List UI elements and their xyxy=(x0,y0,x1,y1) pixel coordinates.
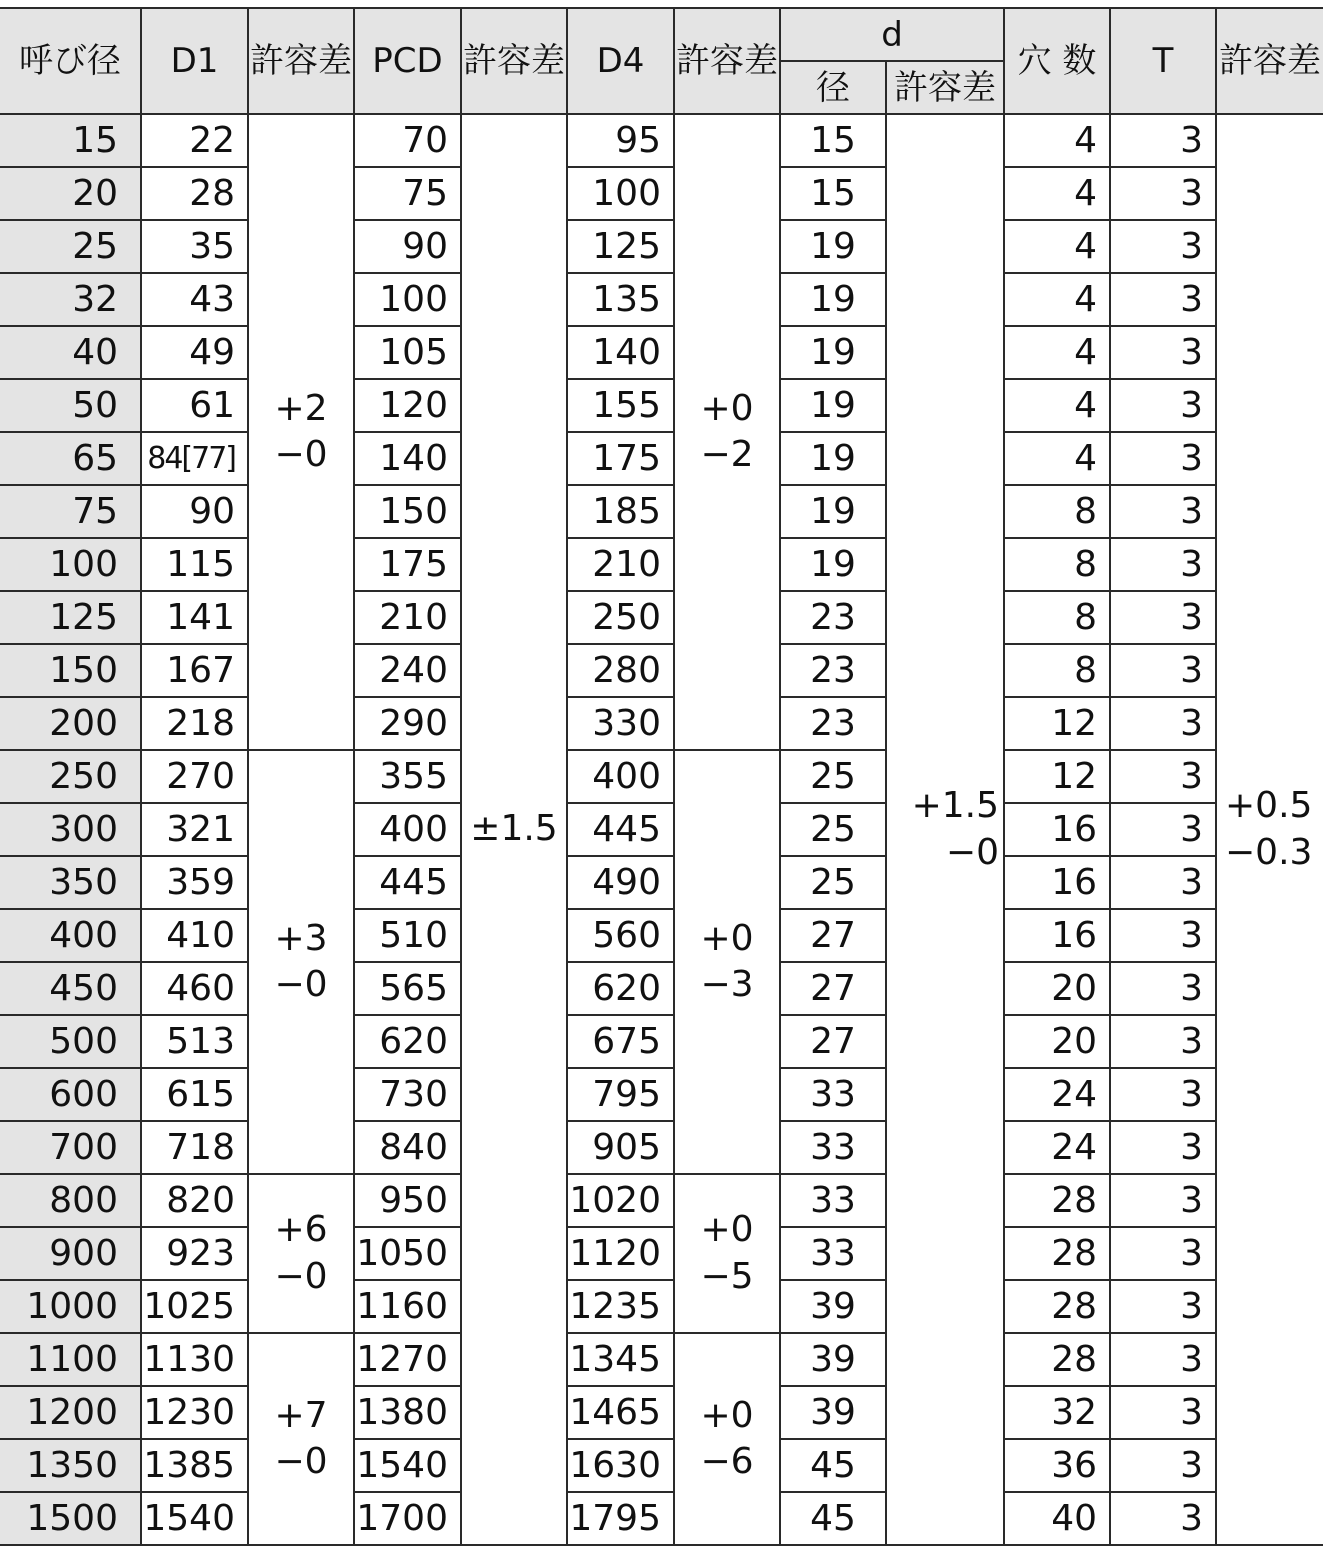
table-body xyxy=(0,114,1323,1545)
table-row xyxy=(0,432,1323,485)
cell-holes: 32 xyxy=(1004,1386,1110,1439)
cell-pcd: 75 xyxy=(354,167,461,220)
table-row xyxy=(0,538,1323,591)
cell-d-diameter: 19 xyxy=(780,432,886,485)
cell-d1-tolerance: +6 −0 xyxy=(248,1174,354,1333)
cell-t: 3 xyxy=(1110,326,1216,379)
cell-d1: 35 xyxy=(141,220,248,273)
cell-nominal: 1100 xyxy=(0,1333,141,1386)
cell-d1: 90 xyxy=(141,485,248,538)
cell-nominal: 450 xyxy=(0,962,141,1015)
table-row xyxy=(0,1227,1323,1280)
cell-t: 3 xyxy=(1110,1015,1216,1068)
cell-d1: 218 xyxy=(141,697,248,750)
cell-d1: 115 xyxy=(141,538,248,591)
table-row xyxy=(0,750,1323,803)
cell-d1-tolerance: +2 −0 xyxy=(248,114,354,750)
cell-d4: 95 xyxy=(567,114,674,167)
cell-d4: 125 xyxy=(567,220,674,273)
cell-pcd: 1160 xyxy=(354,1280,461,1333)
cell-t: 3 xyxy=(1110,379,1216,432)
cell-nominal: 1200 xyxy=(0,1386,141,1439)
header-d-group: d xyxy=(780,8,1004,61)
cell-d4: 280 xyxy=(567,644,674,697)
table-row xyxy=(0,1492,1323,1545)
cell-d1: 1130 xyxy=(141,1333,248,1386)
cell-d-tolerance: +1.5 −0 xyxy=(886,114,1004,1545)
cell-pcd: 730 xyxy=(354,1068,461,1121)
cell-d1-tolerance: +3 −0 xyxy=(248,750,354,1174)
cell-d-diameter: 19 xyxy=(780,538,886,591)
cell-holes: 24 xyxy=(1004,1121,1110,1174)
cell-nominal: 250 xyxy=(0,750,141,803)
header-d4-tolerance: 許容差 xyxy=(674,8,780,114)
cell-d1: 1540 xyxy=(141,1492,248,1545)
cell-d4: 1795 xyxy=(567,1492,674,1545)
cell-holes: 24 xyxy=(1004,1068,1110,1121)
cell-d1: 61 xyxy=(141,379,248,432)
cell-holes: 12 xyxy=(1004,750,1110,803)
cell-holes: 8 xyxy=(1004,644,1110,697)
cell-d4: 210 xyxy=(567,538,674,591)
cell-t: 3 xyxy=(1110,1386,1216,1439)
table-row xyxy=(0,1333,1323,1386)
cell-pcd: 120 xyxy=(354,379,461,432)
cell-holes: 4 xyxy=(1004,326,1110,379)
cell-d-diameter: 27 xyxy=(780,909,886,962)
cell-d-diameter: 33 xyxy=(780,1068,886,1121)
table-row xyxy=(0,273,1323,326)
cell-d-diameter: 27 xyxy=(780,1015,886,1068)
cell-pcd: 70 xyxy=(354,114,461,167)
cell-t: 3 xyxy=(1110,909,1216,962)
cell-nominal: 15 xyxy=(0,114,141,167)
cell-d1: 1230 xyxy=(141,1386,248,1439)
cell-nominal: 65 xyxy=(0,432,141,485)
header-holes: 穴 数 xyxy=(1004,8,1110,114)
cell-t: 3 xyxy=(1110,1068,1216,1121)
cell-pcd: 510 xyxy=(354,909,461,962)
cell-nominal: 1350 xyxy=(0,1439,141,1492)
cell-holes: 40 xyxy=(1004,1492,1110,1545)
cell-d4: 490 xyxy=(567,856,674,909)
cell-pcd: 1050 xyxy=(354,1227,461,1280)
cell-d4: 250 xyxy=(567,591,674,644)
cell-d1: 923 xyxy=(141,1227,248,1280)
cell-d4-tolerance: +0 −6 xyxy=(674,1333,780,1545)
table-row xyxy=(0,167,1323,220)
cell-t: 3 xyxy=(1110,1174,1216,1227)
cell-d1: 615 xyxy=(141,1068,248,1121)
cell-holes: 4 xyxy=(1004,432,1110,485)
cell-pcd: 950 xyxy=(354,1174,461,1227)
cell-pcd: 90 xyxy=(354,220,461,273)
cell-d1: 460 xyxy=(141,962,248,1015)
cell-d4: 100 xyxy=(567,167,674,220)
cell-t: 3 xyxy=(1110,114,1216,167)
cell-t: 3 xyxy=(1110,1333,1216,1386)
cell-nominal: 25 xyxy=(0,220,141,273)
cell-d-diameter: 27 xyxy=(780,962,886,1015)
cell-d-diameter: 39 xyxy=(780,1280,886,1333)
cell-d-diameter: 23 xyxy=(780,697,886,750)
table-row xyxy=(0,1174,1323,1227)
cell-pcd: 620 xyxy=(354,1015,461,1068)
cell-t: 3 xyxy=(1110,644,1216,697)
cell-d1: 43 xyxy=(141,273,248,326)
cell-t: 3 xyxy=(1110,1121,1216,1174)
cell-d1: 1025 xyxy=(141,1280,248,1333)
cell-pcd: 140 xyxy=(354,432,461,485)
cell-d4: 905 xyxy=(567,1121,674,1174)
table-row xyxy=(0,697,1323,750)
table-row xyxy=(0,1121,1323,1174)
cell-d4: 400 xyxy=(567,750,674,803)
cell-d-diameter: 19 xyxy=(780,485,886,538)
cell-t: 3 xyxy=(1110,697,1216,750)
header-pcd-tolerance: 許容差 xyxy=(461,8,567,114)
cell-holes: 36 xyxy=(1004,1439,1110,1492)
cell-d4: 155 xyxy=(567,379,674,432)
cell-t: 3 xyxy=(1110,1227,1216,1280)
cell-d4: 140 xyxy=(567,326,674,379)
cell-d-diameter: 45 xyxy=(780,1439,886,1492)
cell-d-diameter: 23 xyxy=(780,644,886,697)
cell-d4: 560 xyxy=(567,909,674,962)
cell-nominal: 125 xyxy=(0,591,141,644)
cell-t: 3 xyxy=(1110,220,1216,273)
cell-pcd: 100 xyxy=(354,273,461,326)
cell-d1: 22 xyxy=(141,114,248,167)
cell-d1: 49 xyxy=(141,326,248,379)
cell-nominal: 40 xyxy=(0,326,141,379)
cell-d-diameter: 19 xyxy=(780,379,886,432)
cell-d1: 28 xyxy=(141,167,248,220)
cell-d4-tolerance: +0 −3 xyxy=(674,750,780,1174)
cell-holes: 16 xyxy=(1004,803,1110,856)
cell-pcd: 355 xyxy=(354,750,461,803)
cell-d4-tolerance: +0 −5 xyxy=(674,1174,780,1333)
cell-d4: 1465 xyxy=(567,1386,674,1439)
cell-holes: 20 xyxy=(1004,1015,1110,1068)
cell-pcd: 1540 xyxy=(354,1439,461,1492)
cell-t: 3 xyxy=(1110,591,1216,644)
cell-d1: 270 xyxy=(141,750,248,803)
cell-holes: 4 xyxy=(1004,167,1110,220)
cell-nominal: 800 xyxy=(0,1174,141,1227)
cell-nominal: 100 xyxy=(0,538,141,591)
cell-d1: 718 xyxy=(141,1121,248,1174)
cell-d-diameter: 23 xyxy=(780,591,886,644)
table-row xyxy=(0,220,1323,273)
cell-holes: 4 xyxy=(1004,220,1110,273)
cell-d-diameter: 19 xyxy=(780,273,886,326)
cell-nominal: 200 xyxy=(0,697,141,750)
table-row xyxy=(0,1068,1323,1121)
cell-t: 3 xyxy=(1110,273,1216,326)
cell-nominal: 150 xyxy=(0,644,141,697)
cell-nominal: 75 xyxy=(0,485,141,538)
cell-d4: 175 xyxy=(567,432,674,485)
cell-t: 3 xyxy=(1110,750,1216,803)
cell-d-diameter: 19 xyxy=(780,220,886,273)
cell-holes: 28 xyxy=(1004,1227,1110,1280)
cell-pcd: 105 xyxy=(354,326,461,379)
table-row xyxy=(0,485,1323,538)
cell-holes: 28 xyxy=(1004,1174,1110,1227)
cell-nominal: 32 xyxy=(0,273,141,326)
cell-d1-tolerance: +7 −0 xyxy=(248,1333,354,1545)
cell-pcd: 840 xyxy=(354,1121,461,1174)
header-d-tolerance: 許容差 xyxy=(886,61,1004,114)
table-row xyxy=(0,1439,1323,1492)
cell-d4: 135 xyxy=(567,273,674,326)
cell-d-diameter: 15 xyxy=(780,167,886,220)
table-header xyxy=(0,8,1323,114)
cell-holes: 12 xyxy=(1004,697,1110,750)
cell-t: 3 xyxy=(1110,1492,1216,1545)
cell-t: 3 xyxy=(1110,1439,1216,1492)
table-row xyxy=(0,962,1323,1015)
cell-t: 3 xyxy=(1110,962,1216,1015)
cell-nominal: 1000 xyxy=(0,1280,141,1333)
cell-d4: 620 xyxy=(567,962,674,1015)
cell-d4: 675 xyxy=(567,1015,674,1068)
cell-d-diameter: 25 xyxy=(780,750,886,803)
table-row xyxy=(0,326,1323,379)
cell-d4: 1020 xyxy=(567,1174,674,1227)
table-row xyxy=(0,379,1323,432)
header-t-tolerance: 許容差 xyxy=(1216,8,1323,114)
cell-pcd: 400 xyxy=(354,803,461,856)
cell-d4: 445 xyxy=(567,803,674,856)
cell-holes: 8 xyxy=(1004,591,1110,644)
cell-t: 3 xyxy=(1110,167,1216,220)
cell-pcd: 240 xyxy=(354,644,461,697)
cell-nominal: 700 xyxy=(0,1121,141,1174)
cell-d1: 141 xyxy=(141,591,248,644)
cell-nominal: 400 xyxy=(0,909,141,962)
cell-nominal: 1500 xyxy=(0,1492,141,1545)
cell-d1: 167 xyxy=(141,644,248,697)
cell-d4: 330 xyxy=(567,697,674,750)
cell-d1: 820 xyxy=(141,1174,248,1227)
cell-holes: 8 xyxy=(1004,538,1110,591)
cell-nominal: 300 xyxy=(0,803,141,856)
cell-d4: 185 xyxy=(567,485,674,538)
cell-pcd: 1270 xyxy=(354,1333,461,1386)
header-d4: D4 xyxy=(567,8,674,114)
table-row xyxy=(0,114,1323,167)
cell-pcd: 445 xyxy=(354,856,461,909)
cell-nominal: 350 xyxy=(0,856,141,909)
table-row xyxy=(0,591,1323,644)
cell-d4: 1235 xyxy=(567,1280,674,1333)
cell-d-diameter: 45 xyxy=(780,1492,886,1545)
cell-pcd: 210 xyxy=(354,591,461,644)
table-row xyxy=(0,1386,1323,1439)
cell-d1: 359 xyxy=(141,856,248,909)
cell-d4: 795 xyxy=(567,1068,674,1121)
cell-pcd: 1700 xyxy=(354,1492,461,1545)
cell-t: 3 xyxy=(1110,538,1216,591)
cell-pcd: 1380 xyxy=(354,1386,461,1439)
flange-dimension-table xyxy=(0,7,1323,1546)
table-row xyxy=(0,1015,1323,1068)
header-nominal: 呼び径 xyxy=(0,8,141,114)
cell-d1: 84[77] xyxy=(141,432,248,485)
table-row xyxy=(0,856,1323,909)
table-row xyxy=(0,644,1323,697)
cell-d-diameter: 39 xyxy=(780,1386,886,1439)
cell-pcd: 565 xyxy=(354,962,461,1015)
cell-d-diameter: 25 xyxy=(780,803,886,856)
cell-t: 3 xyxy=(1110,1280,1216,1333)
cell-d1: 1385 xyxy=(141,1439,248,1492)
cell-nominal: 900 xyxy=(0,1227,141,1280)
cell-holes: 4 xyxy=(1004,114,1110,167)
cell-nominal: 500 xyxy=(0,1015,141,1068)
table-row xyxy=(0,909,1323,962)
cell-pcd: 290 xyxy=(354,697,461,750)
cell-d4: 1345 xyxy=(567,1333,674,1386)
cell-d-diameter: 25 xyxy=(780,856,886,909)
cell-d1: 410 xyxy=(141,909,248,962)
cell-t: 3 xyxy=(1110,432,1216,485)
cell-d4-tolerance: +0 −2 xyxy=(674,114,780,750)
cell-d-diameter: 33 xyxy=(780,1121,886,1174)
cell-d-diameter: 33 xyxy=(780,1174,886,1227)
cell-holes: 16 xyxy=(1004,856,1110,909)
cell-t: 3 xyxy=(1110,856,1216,909)
cell-d-diameter: 33 xyxy=(780,1227,886,1280)
cell-d4: 1630 xyxy=(567,1439,674,1492)
cell-d-diameter: 19 xyxy=(780,326,886,379)
header-t: T xyxy=(1110,8,1216,114)
header-pcd: PCD xyxy=(354,8,461,114)
cell-nominal: 20 xyxy=(0,167,141,220)
cell-holes: 8 xyxy=(1004,485,1110,538)
cell-t: 3 xyxy=(1110,485,1216,538)
header-d1: D1 xyxy=(141,8,248,114)
cell-d4: 1120 xyxy=(567,1227,674,1280)
cell-holes: 16 xyxy=(1004,909,1110,962)
cell-nominal: 50 xyxy=(0,379,141,432)
table-row xyxy=(0,803,1323,856)
cell-pcd: 175 xyxy=(354,538,461,591)
cell-holes: 20 xyxy=(1004,962,1110,1015)
cell-holes: 4 xyxy=(1004,273,1110,326)
cell-d1: 513 xyxy=(141,1015,248,1068)
table-row xyxy=(0,1280,1323,1333)
cell-holes: 4 xyxy=(1004,379,1110,432)
header-d-diameter: 径 xyxy=(780,61,886,114)
cell-pcd: 150 xyxy=(354,485,461,538)
cell-d1: 321 xyxy=(141,803,248,856)
cell-t-tolerance: +0.5 −0.3 xyxy=(1216,114,1323,1545)
cell-holes: 28 xyxy=(1004,1280,1110,1333)
header-d1-tolerance: 許容差 xyxy=(248,8,354,114)
cell-pcd-tolerance: ±1.5 xyxy=(461,114,567,1545)
cell-holes: 28 xyxy=(1004,1333,1110,1386)
cell-nominal: 600 xyxy=(0,1068,141,1121)
cell-d-diameter: 15 xyxy=(780,114,886,167)
cell-d-diameter: 39 xyxy=(780,1333,886,1386)
cell-t: 3 xyxy=(1110,803,1216,856)
